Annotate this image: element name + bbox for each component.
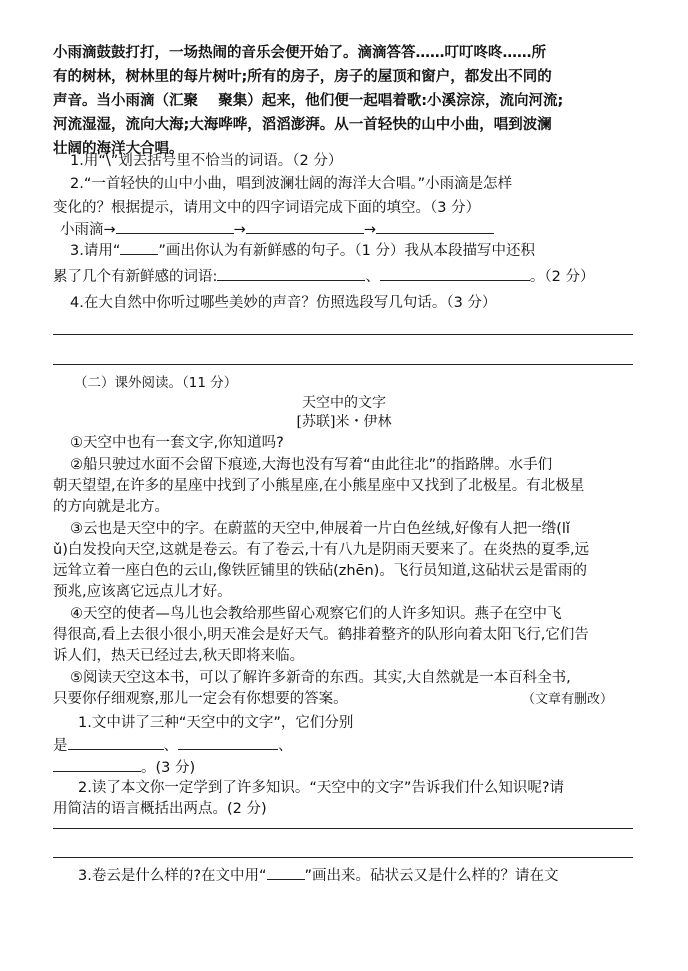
article-paragraph: 远耸立着一座白色的云山,像铁匠铺里的铁砧(zhēn)。飞行员知道,这砧状云是雷雨的	[53, 563, 587, 579]
article-paragraph: ④天空的使者—鸟儿也会教给那些留心观察它们的人许多知识。燕子在空中飞	[70, 606, 562, 622]
article-paragraph: 只要你仔细观察,那儿一定会有你想要的答案。	[53, 691, 348, 707]
question-text: 3.卷云是什么样的?在文中用“	[78, 868, 267, 884]
question-2-3	[78, 866, 559, 886]
arrow-icon: →	[363, 222, 376, 238]
passage-line: 河流湿湿，流向大海;大海哗哗，滔滔澎湃。从一首轻快的山中小曲，唱到波澜	[53, 117, 552, 133]
article-paragraph: 预兆,应该离它远点儿才好。	[53, 584, 232, 600]
question-text: 是	[53, 738, 68, 754]
separator: 、	[163, 738, 178, 754]
section-heading: （二）课外阅读。（11 分）	[74, 375, 238, 391]
question-2-fill	[60, 219, 494, 240]
article-paragraph: 诉人们，热天已经过去,秋天即将来临。	[53, 648, 305, 664]
question-4: 4.在大自然中你听过哪些美妙的声音？仿照选段写几句话。（3 分）	[70, 295, 497, 311]
article-paragraph: ⑤阅读天空这本书，可以了解许多新奇的东西。其实,大自然就是一本百科全书,	[70, 670, 571, 686]
question-2-2-line1: 2.读了本文你一定学到了许多知识。“天空中的文字”告诉我们什么知识呢?请	[78, 780, 565, 796]
answer-blank[interactable]	[376, 219, 494, 234]
question-2-1-line3	[53, 757, 195, 778]
question-2-1-line2	[53, 735, 293, 756]
answer-blank[interactable]	[217, 266, 365, 281]
editor-note: （文章有删改）	[522, 692, 614, 707]
article-paragraph: 得很高,看上去很小很小,明天准会是好天气。鹤排着整齐的队形向着太阳飞行,它们告	[53, 627, 589, 643]
passage-line: 壮阔的海洋大合唱。	[53, 141, 184, 157]
article-paragraph: ③云也是天空中的字。在蔚蓝的天空中,伸展着一片白色丝绒,好像有人把一绺(lǐ	[70, 521, 570, 537]
article-paragraph: ②船只驶过水面不会留下痕迹,大海也没有写着“由此往北”的指路牌。水手们	[70, 457, 553, 473]
underline-sample	[120, 244, 158, 255]
separator: 、	[365, 269, 380, 285]
question-2-line2: 变化的？根据提示，请用文中的四字词语完成下面的填空。（3 分）	[53, 200, 481, 216]
answer-blank[interactable]	[380, 266, 530, 281]
article-author: [苏联]米・伊林	[296, 414, 392, 430]
question-2-2-line2: 用简洁的语言概括出两点。(2 分)	[53, 801, 267, 817]
question-1	[70, 151, 342, 171]
question-text: ”画出来。砧状云又是什么样的？请在文	[304, 868, 559, 884]
question-text: 。(3 分)	[141, 760, 196, 776]
answer-line[interactable]	[53, 828, 633, 829]
fill-label: 小雨滴→	[60, 222, 116, 238]
answer-line[interactable]	[53, 334, 633, 335]
separator: 、	[278, 738, 293, 754]
answer-blank[interactable]	[53, 757, 141, 772]
article-paragraph: 朝天望望,在许多的星座中找到了小熊星座,在小熊星座中又找到了北极星。有北极星	[53, 478, 585, 494]
answer-blank[interactable]	[116, 219, 234, 234]
question-2-1-line1: 1.文中讲了三种“天空中的文字”，它们分别	[78, 715, 354, 731]
question-text: ”画出你认为有新鲜感的句子。（1 分）我从本段描写中还积	[158, 243, 535, 259]
passage-line: 小雨滴鼓鼓打打，一场热闹的音乐会便开始了。滴滴答答……叮叮咚咚……所	[53, 45, 546, 61]
article-paragraph: ǔ)白发投向天空,这就是卷云。有了卷云,十有八九是阴雨天要来了。在炎热的夏季,远	[53, 542, 590, 558]
question-text: 累了几个有新鲜感的词语:	[53, 269, 218, 285]
article-paragraph: 的方向就是北方。	[53, 499, 169, 515]
question-2-line1: 2.“一首轻快的山中小曲，唱到波澜壮阔的海洋大合唱。”小雨滴是怎样	[70, 176, 513, 192]
passage-line: 有的树林，树林里的每片树叶;所有的房子，房子的屋顶和窗户，都发出不同的	[53, 69, 552, 85]
question-text: 1.用“\”划去括号里不恰当的词语。（2 分）	[70, 153, 343, 169]
question-text: 3.请用“	[70, 243, 121, 259]
question-text: 。（2 分）	[529, 269, 595, 285]
arrow-icon: →	[233, 222, 246, 238]
underline-sample	[267, 869, 305, 880]
question-3-line2	[53, 266, 594, 287]
answer-blank[interactable]	[178, 735, 278, 750]
answer-blank[interactable]	[246, 219, 364, 234]
answer-line[interactable]	[53, 364, 633, 365]
article-paragraph: ①天空中也有一套文字,你知道吗?	[70, 435, 284, 451]
article-title: 天空中的文字	[302, 395, 386, 411]
question-3-line1	[70, 241, 535, 261]
answer-line[interactable]	[53, 857, 633, 858]
answer-blank[interactable]	[68, 735, 164, 750]
passage-line: 声音。当小雨滴（汇聚 聚集）起来，他们便一起唱着歌:小溪淙淙，流向河流;	[53, 93, 564, 109]
